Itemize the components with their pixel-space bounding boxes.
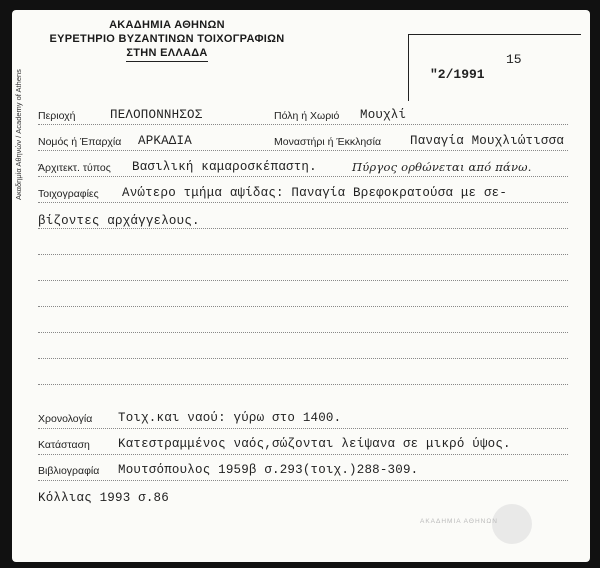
condition-value: Κατεστραμμένος ναός,σώζονται λείψανα σε μικρό ύψος.	[118, 437, 511, 451]
watermark-seal	[492, 504, 532, 544]
row-line	[38, 306, 568, 307]
town-label: Πόλη ή Χωριό	[274, 110, 340, 122]
region-label: Περιοχή	[38, 110, 76, 122]
index-card	[12, 10, 590, 562]
card-number: 15	[506, 52, 522, 67]
monastery-value: Παναγία Μουχλιώτισσα	[410, 134, 565, 148]
region-value: ΠΕΛΟΠΟΝΝΗΣΟΣ	[110, 108, 203, 122]
bibliography-label: Βιβλιογραφία	[38, 465, 100, 477]
row-line	[38, 454, 568, 455]
institution-header	[12, 18, 322, 62]
row-line	[38, 358, 568, 359]
row-line	[38, 480, 568, 481]
bibliography-value-1: Μουτσόπουλος 1959β σ.293(τοιχ.)288-309.	[118, 463, 419, 477]
row-line	[38, 176, 568, 177]
arch-value: Βασιλική καμαροσκέπαστη.	[132, 160, 317, 174]
arch-label: Άρχιτεκτ. τύπος	[38, 162, 111, 174]
row-line	[38, 384, 568, 385]
prefecture-label: Νομός ή Έπαρχία	[38, 136, 122, 148]
institution-line-1: ΑΚΑΔΗΜΙΑ ΑΘΗΝΩΝ	[109, 19, 225, 31]
arch-note: Πύργος ορθώνεται από πάνω.	[352, 160, 532, 174]
chronology-label: Χρονολογία	[38, 413, 93, 425]
prefecture-value: ΑΡΚΑΔΙΑ	[138, 134, 192, 148]
row-line	[38, 124, 568, 125]
row-line	[38, 228, 568, 229]
row-line	[38, 280, 568, 281]
town-value: Μουχλί	[360, 108, 407, 122]
monastery-label: Μοναστήρι ή Έκκλησία	[274, 136, 382, 148]
side-credit: Ακαδημία Αθηνών / Academy of Athens	[14, 69, 23, 200]
row-line	[38, 150, 568, 151]
chronology-value: Τοιχ.και ναού: γύρω στο 1400.	[118, 411, 342, 425]
row-line	[38, 332, 568, 333]
frescoes-label: Τοιχογραφίες	[38, 188, 99, 200]
frescoes-value-2: βίζοντες αρχάγγελους.	[38, 214, 200, 228]
row-line	[38, 254, 568, 255]
condition-label: Κατάσταση	[38, 439, 90, 451]
bibliography-value-2: Κόλλιας 1993 σ.86	[38, 491, 169, 505]
watermark-text: ΑΚΑΔΗΜΙΑ ΑΘΗΝΩΝ	[420, 518, 498, 525]
institution-line-2: ΕΥΡΕΤΗΡΙΟ ΒΥΖΑΝΤΙΝΩΝ ΤΟΙΧΟΓΡΑΦΙΩΝ	[49, 33, 285, 45]
row-line	[38, 428, 568, 429]
frescoes-value-1: Ανώτερο τμήμα αψίδας: Παναγία Βρεφοκρατούσα με σε-	[122, 186, 508, 200]
row-line	[38, 202, 568, 203]
inventory-number: "2/1991	[430, 67, 485, 82]
institution-line-3: ΣΤΗΝ ΕΛΛΑΔΑ	[126, 46, 207, 62]
